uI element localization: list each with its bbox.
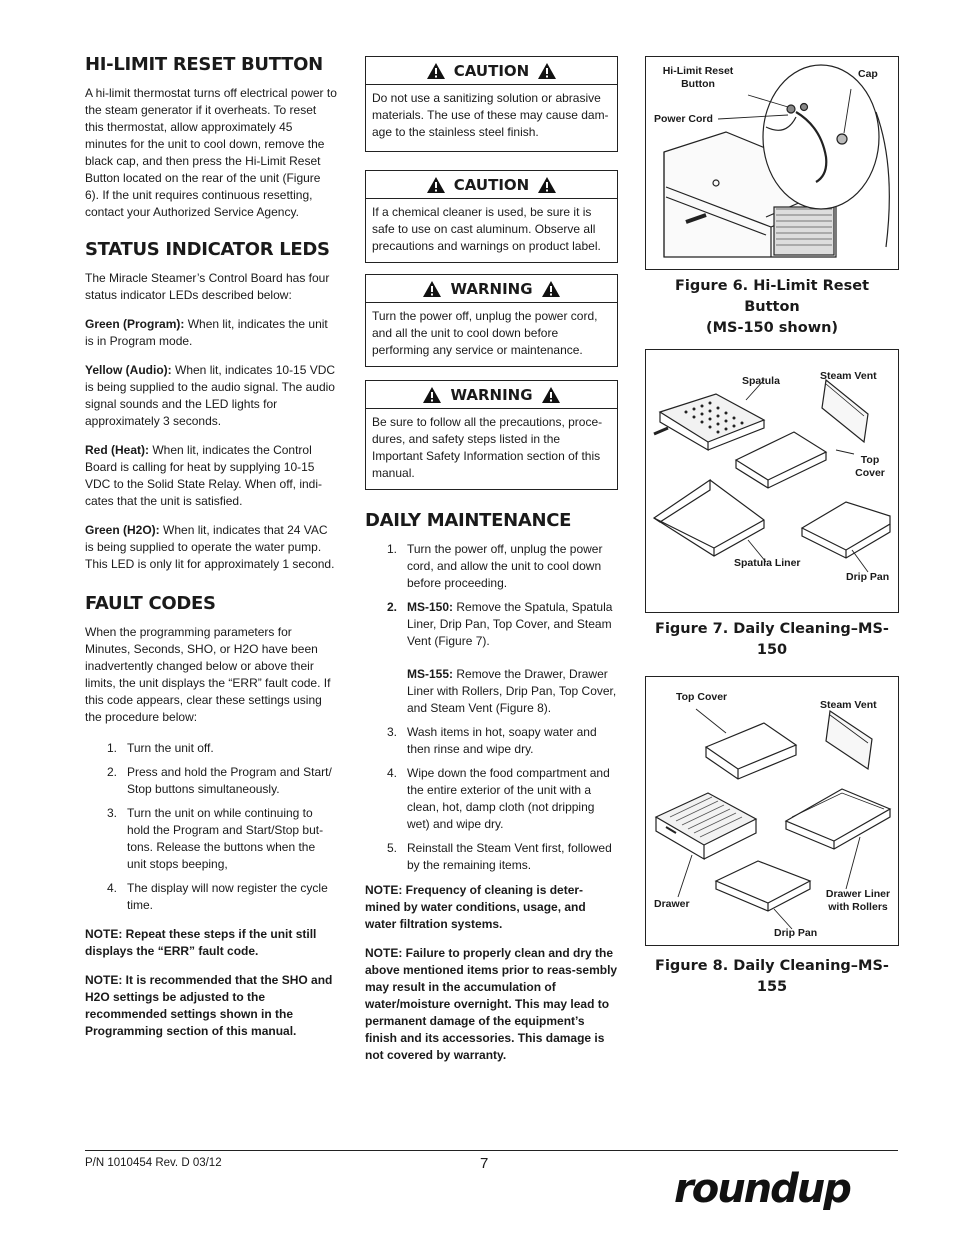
label-steam-vent: Steam Vent xyxy=(820,370,877,382)
part-number: P/N 1010454 Rev. D 03/12 xyxy=(85,1157,222,1169)
logo-wordmark: roundup xyxy=(674,1168,850,1210)
status-leds-intro: The Miracle Steamer’s Control Board has four status indicator LEDs described below: xyxy=(85,271,330,302)
list-text: Remove the Drawer, Drawer Liner with Rollers, Drip Pan, Top Cover, and Steam Vent (Figure 8). xyxy=(407,667,617,715)
page-number: 7 xyxy=(480,1155,489,1172)
list-item xyxy=(365,840,618,874)
box-body: Be sure to follow all the precautions, proce-dures, and safety steps listed in the Important Safety Information section of this manual. xyxy=(372,415,603,480)
list-number: 2. xyxy=(387,600,398,614)
hi-limit-heading: HI-LIMIT RESET BUTTON xyxy=(85,54,323,75)
list-item xyxy=(365,541,618,592)
daily-note-2: NOTE: Failure to properly clean and dry the above mentioned items prior to reas-sembly may result in the accumulation of water/moisture overnight. This may lead to permanent damage of the equipment’s finish and its accessories. This damage is not covered by warranty. xyxy=(365,946,618,1062)
list-item xyxy=(365,599,618,717)
led-term: Yellow (Audio): xyxy=(85,363,172,377)
label-top-cover: Top Cover xyxy=(676,691,728,703)
label-drawer-liner xyxy=(822,888,894,914)
led-term: Red (Heat): xyxy=(85,443,150,457)
label-line: with Rollers xyxy=(828,901,888,913)
box-header xyxy=(366,381,617,409)
warning-triangle-icon xyxy=(541,386,561,404)
box-title: CAUTION xyxy=(453,175,530,194)
list-item xyxy=(85,764,337,798)
list-number: 2. xyxy=(107,765,118,779)
label-line: Cover xyxy=(855,467,885,479)
fault-codes-heading: FAULT CODES xyxy=(85,593,216,614)
box-title: CAUTION xyxy=(453,61,530,80)
list-number: 4. xyxy=(107,881,118,895)
list-number: 1. xyxy=(387,542,398,556)
status-leds-heading: STATUS INDICATOR LEDS xyxy=(85,239,330,260)
figure-6-caption-line1: Figure 6. Hi-Limit Reset Button xyxy=(674,278,870,315)
box-body: Turn the power off, unplug the power cord, and all the unit to cool down before performing any service or maintenance. xyxy=(372,309,598,357)
fault-steps-list xyxy=(85,740,337,914)
warning-triangle-icon xyxy=(426,62,446,80)
daily-maintenance-heading: DAILY MAINTENANCE xyxy=(365,510,572,531)
warning-triangle-icon xyxy=(537,62,557,80)
list-item xyxy=(85,880,337,914)
list-text: Reinstall the Steam Vent first, followed by the remaining items. xyxy=(407,841,612,872)
figure-6-caption-line2: (MS-150 shown) xyxy=(705,320,839,336)
list-number: 3. xyxy=(107,806,118,820)
box-header xyxy=(366,57,617,85)
fault-codes-intro: When the programming parameters for Minutes, Seconds, SHO, or H2O have been inadvertently changed below or above their limits, the unit displays the “ERR” fault code. If this code appears, clear these settings using the procedure below: xyxy=(85,625,331,724)
led-text: When lit, indicates that 24 VAC is being supplied to operate the water pump. This LED is only lit for approximately 1 second. xyxy=(85,523,335,571)
warning-box-1 xyxy=(365,274,618,367)
warning-box-2 xyxy=(365,380,618,490)
list-text: The display will now register the cycle time. xyxy=(127,881,328,912)
led-green-h2o xyxy=(85,522,337,573)
list-text: Turn the unit on while continuing to hold the Program and Start/Stop but-tons. Release the buttons when the unit stops beeping, xyxy=(127,806,324,871)
label-hi-limit-reset: Hi-Limit Reset Button xyxy=(662,65,734,90)
figure-8-caption: Figure 8. Daily Cleaning–MS-155 xyxy=(655,958,889,995)
box-title: WARNING xyxy=(450,279,533,298)
label-line: Top xyxy=(860,454,880,466)
hi-limit-body: A hi-limit thermostat turns off electrical power to the steam generator if it overheats. To reset this thermostat, allow approximately 45 minutes for the unit to cool down, remove the black cap, and then press the Hi-Limit Reset Button located on the rear of the unit (Figure 6). If the unit requires continuous resetting, contact your Authorized Service Agency. xyxy=(85,86,337,219)
warning-triangle-icon xyxy=(422,280,442,298)
label-power-cord: Power Cord xyxy=(654,113,713,125)
label-spatula: Spatula xyxy=(742,375,780,387)
label-top-cover xyxy=(850,454,890,480)
list-text: Press and hold the Program and Start/ Stop buttons simultaneously. xyxy=(127,765,332,796)
figure-8-illustration xyxy=(645,676,899,946)
led-text: When lit, indicates the Control Board is calling for heat by supplying 10-15 VDC to the Solid State Relay. When off, indi-cates that the unit is satisfied. xyxy=(85,443,323,508)
list-item xyxy=(365,765,618,833)
list-number: 4. xyxy=(387,766,398,780)
box-body: Do not use a sanitizing solution or abrasive materials. The use of these may cause dam-age to the stainless steel finish. xyxy=(372,91,609,139)
daily-note-1: NOTE: Frequency of cleaning is deter-mined by water conditions, usage, and water filtration systems. xyxy=(365,883,586,931)
list-text: Wash items in hot, soapy water and then rinse and wipe dry. xyxy=(407,725,597,756)
label-drip-pan: Drip Pan xyxy=(774,927,818,939)
box-header xyxy=(366,275,617,303)
led-text: When lit, indicates the unit is in Program mode. xyxy=(85,317,328,348)
led-yellow-audio xyxy=(85,362,337,430)
figure-7-illustration xyxy=(645,349,899,613)
label-spatula-liner: Spatula Liner xyxy=(734,557,801,569)
warning-triangle-icon xyxy=(422,386,442,404)
list-item xyxy=(365,724,618,758)
caution-box-2 xyxy=(365,170,618,263)
fault-note-2: NOTE: It is recommended that the SHO and H2O settings be adjusted to the recommended settings shown in the Programming section of this manual. xyxy=(85,973,333,1038)
led-term: Green (H2O): xyxy=(85,523,160,537)
led-term: Green (Program): xyxy=(85,317,185,331)
footer-rule xyxy=(85,1150,898,1151)
warning-triangle-icon xyxy=(537,176,557,194)
list-item xyxy=(85,805,337,873)
list-text: Turn the unit off. xyxy=(127,741,214,755)
box-header xyxy=(366,171,617,199)
label-drawer: Drawer xyxy=(654,898,690,910)
list-text: Wipe down the food compartment and the entire exterior of the unit with a clean, hot, damp cloth (not dripping wet) and wipe dry. xyxy=(407,766,610,831)
label-line: Drawer Liner xyxy=(825,888,891,900)
ms155-item xyxy=(407,666,618,717)
led-green-program xyxy=(85,316,337,350)
warning-triangle-icon xyxy=(541,280,561,298)
led-text: When lit, indicates 10-15 VDC is being supplied to the audio signal. The audio signal sounds and the LED lights for approximately 3 seconds. xyxy=(85,363,336,428)
roundup-logo-mark xyxy=(672,1168,900,1210)
caution-box-1 xyxy=(365,56,618,152)
model-term: MS-150: xyxy=(407,600,454,614)
box-title: WARNING xyxy=(450,385,533,404)
label-cap: Cap xyxy=(858,68,878,80)
column-right xyxy=(645,56,899,998)
list-text: Remove the Spatula, Spatula Liner, Drip Pan, Top Cover, and Steam Vent (Figure 7). xyxy=(407,600,613,648)
column-left xyxy=(85,54,337,1052)
label-steam-vent: Steam Vent xyxy=(820,699,877,711)
box-body: If a chemical cleaner is used, be sure it is safe to use on cast aluminum. Observe all precautions and warnings on product label. xyxy=(372,205,601,253)
figure-6-illustration xyxy=(645,56,899,270)
label-drip-pan: Drip Pan xyxy=(846,571,890,583)
column-middle xyxy=(365,56,618,1076)
daily-steps-list xyxy=(365,541,618,874)
list-number: 5. xyxy=(387,841,398,855)
list-item xyxy=(85,740,337,757)
list-number: 3. xyxy=(387,725,398,739)
warning-triangle-icon xyxy=(426,176,446,194)
figure-7-caption: Figure 7. Daily Cleaning–MS-150 xyxy=(655,621,889,658)
roundup-logo xyxy=(672,1168,900,1210)
list-text: Turn the power off, unplug the power cord, and allow the unit to cool down before proceeding. xyxy=(407,542,603,590)
model-term: MS-155: xyxy=(407,667,454,681)
led-red-heat xyxy=(85,442,337,510)
fault-note-1: NOTE: Repeat these steps if the unit still displays the “ERR” fault code. xyxy=(85,927,317,958)
list-number: 1. xyxy=(107,741,118,755)
